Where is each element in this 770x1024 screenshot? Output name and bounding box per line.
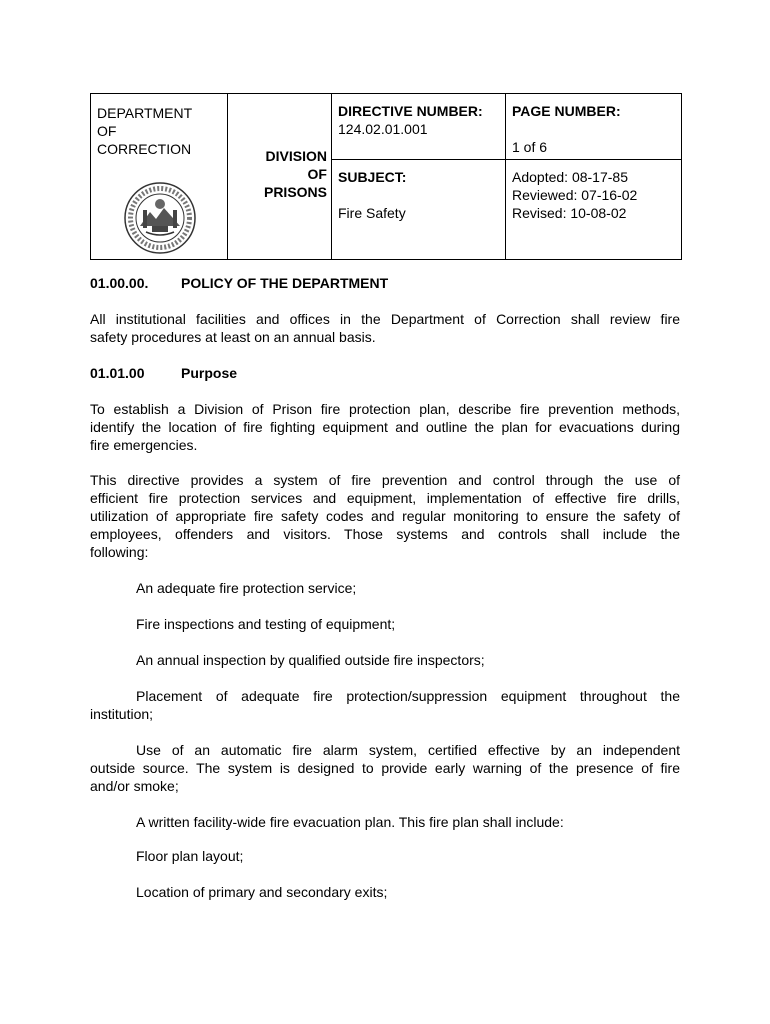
subject-label: SUBJECT:	[338, 169, 407, 185]
purpose-heading: 01.01.00 Purpose	[90, 365, 238, 381]
subject-cell	[332, 160, 506, 260]
purpose-paragraph-2: This directive provides a system of fire prevention and control through the use of efficient fire protection services and equipment, implementation of effective fire drills, utilization of appropriate fire safety codes and regular monitoring to ensure the safety of employees, offenders and visitors. Those systems and controls shall include the following:	[90, 472, 680, 560]
division-name: DIVISION OF PRISONS	[263, 148, 327, 200]
page-number-label: PAGE NUMBER:	[512, 103, 621, 119]
reviewed-date: Reviewed: 07-16-02	[512, 187, 638, 203]
subject-value: Fire Safety	[338, 205, 406, 221]
department-name: DEPARTMENT OF CORRECTION	[97, 105, 193, 157]
adopted-date: Adopted: 08-17-85	[512, 169, 628, 185]
directive-header-table	[90, 93, 682, 260]
dates-cell	[506, 160, 682, 260]
list-item: An annual inspection by qualified outside fire inspectors;	[136, 652, 485, 668]
page-number-cell	[506, 94, 682, 160]
department-cell	[91, 94, 228, 260]
revised-date: Revised: 10-08-02	[512, 205, 627, 221]
page-number-value: 1 of 6	[512, 139, 548, 155]
directive-number-cell	[332, 94, 506, 160]
directive-number-label: DIRECTIVE NUMBER:	[338, 103, 483, 119]
list-item: Floor plan layout;	[136, 848, 244, 864]
list-item: An adequate fire protection service;	[136, 580, 357, 596]
policy-heading: 01.00.00. POLICY OF THE DEPARTMENT	[90, 275, 389, 291]
division-cell	[228, 94, 332, 260]
list-item: Placement of adequate fire protection/suppression equipment throughout the institution;	[90, 688, 680, 722]
list-item: Use of an automatic fire alarm system, certified effective by an independent outside source. The system is designed to provide early warning of the presence of fire and/or smoke;	[90, 742, 680, 794]
list-item: Location of primary and secondary exits;	[136, 884, 388, 900]
purpose-paragraph-1: To establish a Division of Prison fire protection plan, describe fire prevention methods, identify the location of fire fighting equipment and outline the plan for evacuations during fire emergencies.	[90, 401, 680, 453]
directive-number-value: 124.02.01.001	[338, 121, 428, 137]
list-item: Fire inspections and testing of equipment;	[136, 616, 396, 632]
list-item: A written facility-wide fire evacuation plan. This fire plan shall include:	[136, 814, 564, 830]
policy-paragraph: All institutional facilities and offices in the Department of Correction shall review fire safety procedures at least on an annual basis.	[90, 311, 680, 345]
state-seal-icon	[124, 182, 196, 254]
